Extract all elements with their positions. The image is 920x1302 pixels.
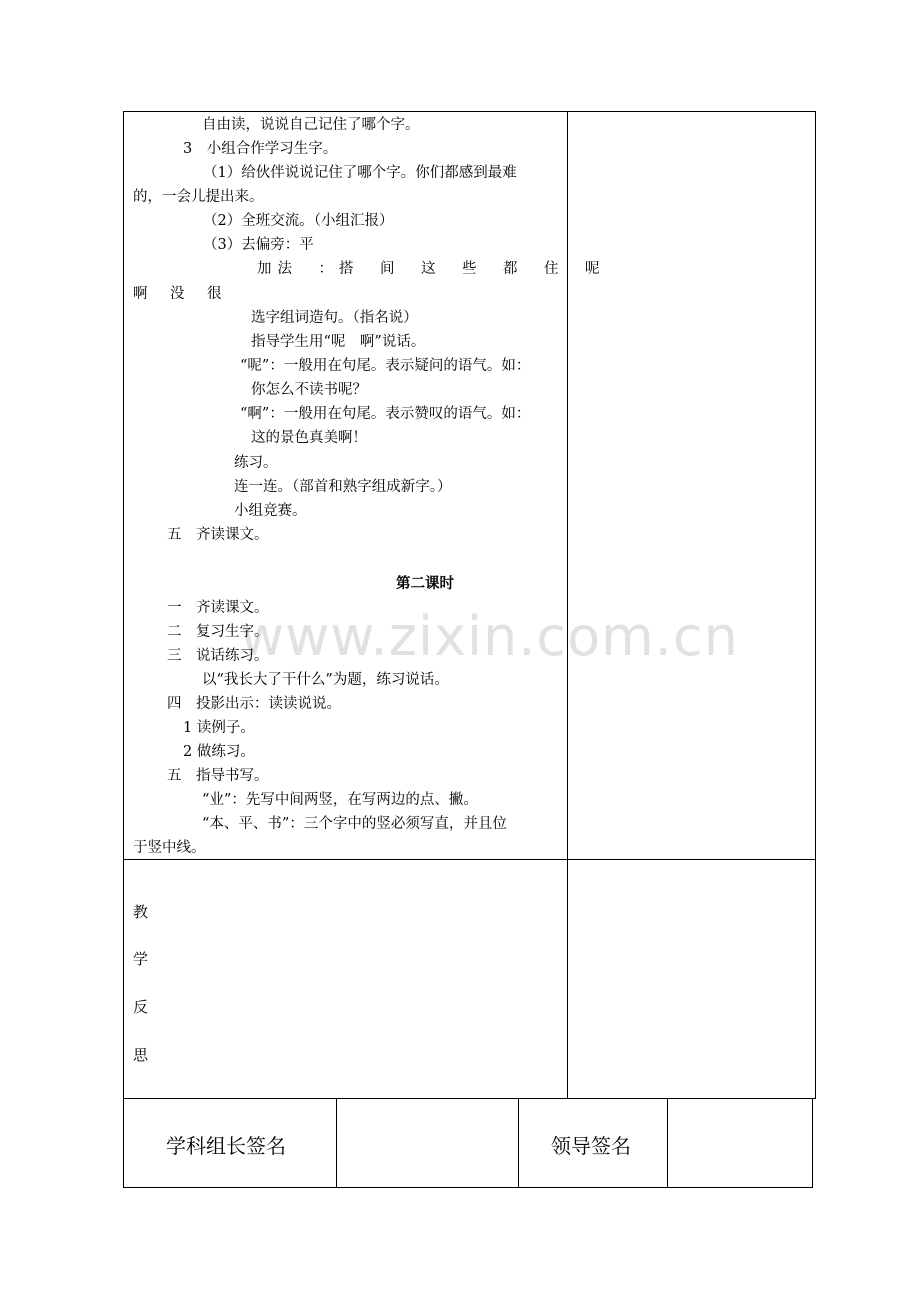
- leader-signature-label: 领导签名: [551, 1134, 631, 1158]
- text-line: 选字组词造句。（指名说）: [251, 310, 418, 326]
- text-line: （3）去偏旁：平: [203, 237, 314, 253]
- text-line: “呢”：一般用在句尾。表示疑问的语气。如：: [240, 358, 531, 374]
- text-line: 于竖中线。: [133, 840, 206, 856]
- text-line: 这的景色真美啊！: [251, 430, 367, 446]
- reflection-label-char: 思: [133, 1046, 149, 1064]
- text-line: 连一连。（部首和熟字组成新字。）: [234, 479, 452, 495]
- text-line: 指导学生用“呢 啊”说话。: [251, 334, 426, 350]
- text-line: 自由读，说说自己记住了哪个字。: [202, 117, 420, 133]
- text-line: （1）给伙伴说说记住了哪个字。你们都感到最难: [203, 165, 517, 181]
- text-line: 1 读例子。: [183, 720, 255, 736]
- text-line: “业”：先写中间两竖，在写两边的点、撇。: [202, 792, 478, 808]
- text-line: 2 做练习。: [183, 744, 255, 760]
- watermark: www.zixin.com.cn: [240, 605, 739, 668]
- text-line: （2）全班交流。（小组汇报）: [203, 213, 394, 229]
- text-line: 四 投影出示：读读说说。: [167, 696, 341, 712]
- text-line: 的，一会儿提出来。: [133, 189, 264, 205]
- text-line: 五 指导书写。: [167, 768, 269, 784]
- text-line: 练习。: [234, 455, 278, 471]
- text-line: 五 齐读课文。: [167, 527, 269, 543]
- reflection-label-char: 学: [133, 950, 149, 968]
- text-line: “本、平、书”：三个字中的竖必须写直，并且位: [202, 816, 507, 832]
- text-line: 二 复习生字。: [167, 624, 269, 640]
- signature-divider-2: [518, 1098, 519, 1188]
- reflection-label-char: 反: [133, 998, 149, 1016]
- text-line: 啊 没 很: [133, 286, 226, 302]
- text-line: 一 齐读课文。: [167, 600, 269, 616]
- signature-divider-1: [336, 1098, 337, 1188]
- text-line: “啊”：一般用在句尾。表示赞叹的语气。如：: [240, 406, 531, 422]
- text-line: 以“我长大了干什么”为题，练习说话。: [202, 672, 449, 688]
- signature-divider-3: [667, 1098, 668, 1188]
- reflection-label-char: 教: [133, 903, 149, 921]
- table-row-divider: [123, 859, 816, 860]
- text-line: 3 小组合作学习生字。: [183, 141, 338, 157]
- section-title: 第二课时: [396, 575, 454, 592]
- subject-leader-signature-label: 学科组长签名: [166, 1134, 286, 1158]
- text-line: 三 说话练习。: [167, 648, 269, 664]
- text-line: 你怎么不读书呢？: [251, 382, 367, 398]
- text-line: 小组竞赛。: [234, 503, 307, 519]
- text-line: 加法 ：搭 间 这 些 都 住 呢: [257, 261, 606, 277]
